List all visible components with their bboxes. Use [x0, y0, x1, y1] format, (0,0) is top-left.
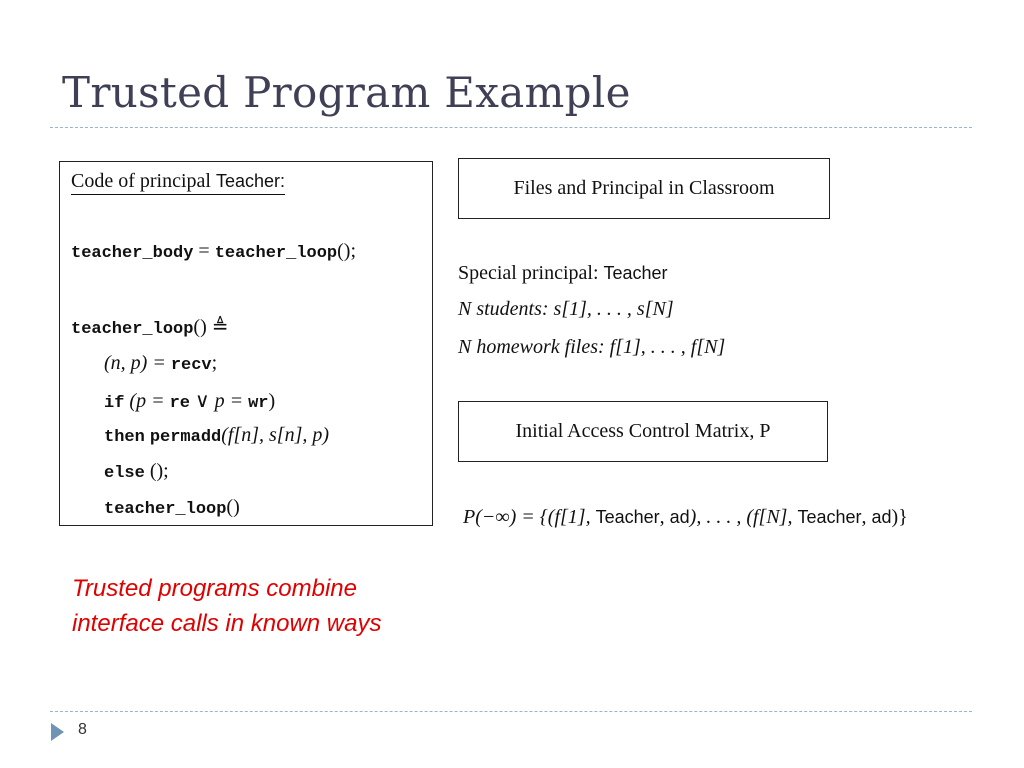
students-line: N students: s[1], . . . , s[N]: [458, 298, 674, 320]
classroom-box: Files and Principal in Classroom: [458, 158, 830, 219]
code-heading: [71, 170, 285, 195]
code-heading-principal: Teacher:: [215, 171, 286, 191]
trusted-programs-note: Trusted programs combine interface calls in known ways: [72, 575, 382, 637]
access-matrix-box: Initial Access Control Matrix, P: [458, 401, 828, 462]
footer-divider: [50, 711, 972, 712]
code-line-if: if (p = re ∨ p = wr): [104, 390, 276, 413]
code-line-then: then permadd(f[n], s[n], p): [104, 424, 330, 447]
code-line-recv: (n, p) = recv;: [104, 352, 218, 375]
special-principal-value: Teacher: [603, 263, 668, 283]
code-line-body: teacher_body = teacher_loop();: [71, 240, 357, 263]
code-line-loop-def: teacher_loop() ≜: [71, 316, 229, 339]
play-arrow-icon: [51, 723, 64, 741]
code-box: [59, 161, 433, 526]
code-line-recurse: teacher_loop(): [104, 496, 240, 519]
slide-title: Trusted Program Example: [62, 68, 631, 117]
page-number: 8: [78, 721, 87, 738]
code-heading-prefix: Code of principal: [71, 170, 216, 192]
title-divider: [50, 127, 972, 128]
special-principal-line: Special principal: Teacher: [458, 262, 668, 284]
files-line: N homework files: f[1], . . . , f[N]: [458, 336, 726, 358]
code-line-else: else ();: [104, 460, 169, 483]
initial-matrix-formula: P(−∞) = {(f[1], Teacher, ad), . . . , (f[N], Teacher, ad)}: [463, 506, 908, 528]
